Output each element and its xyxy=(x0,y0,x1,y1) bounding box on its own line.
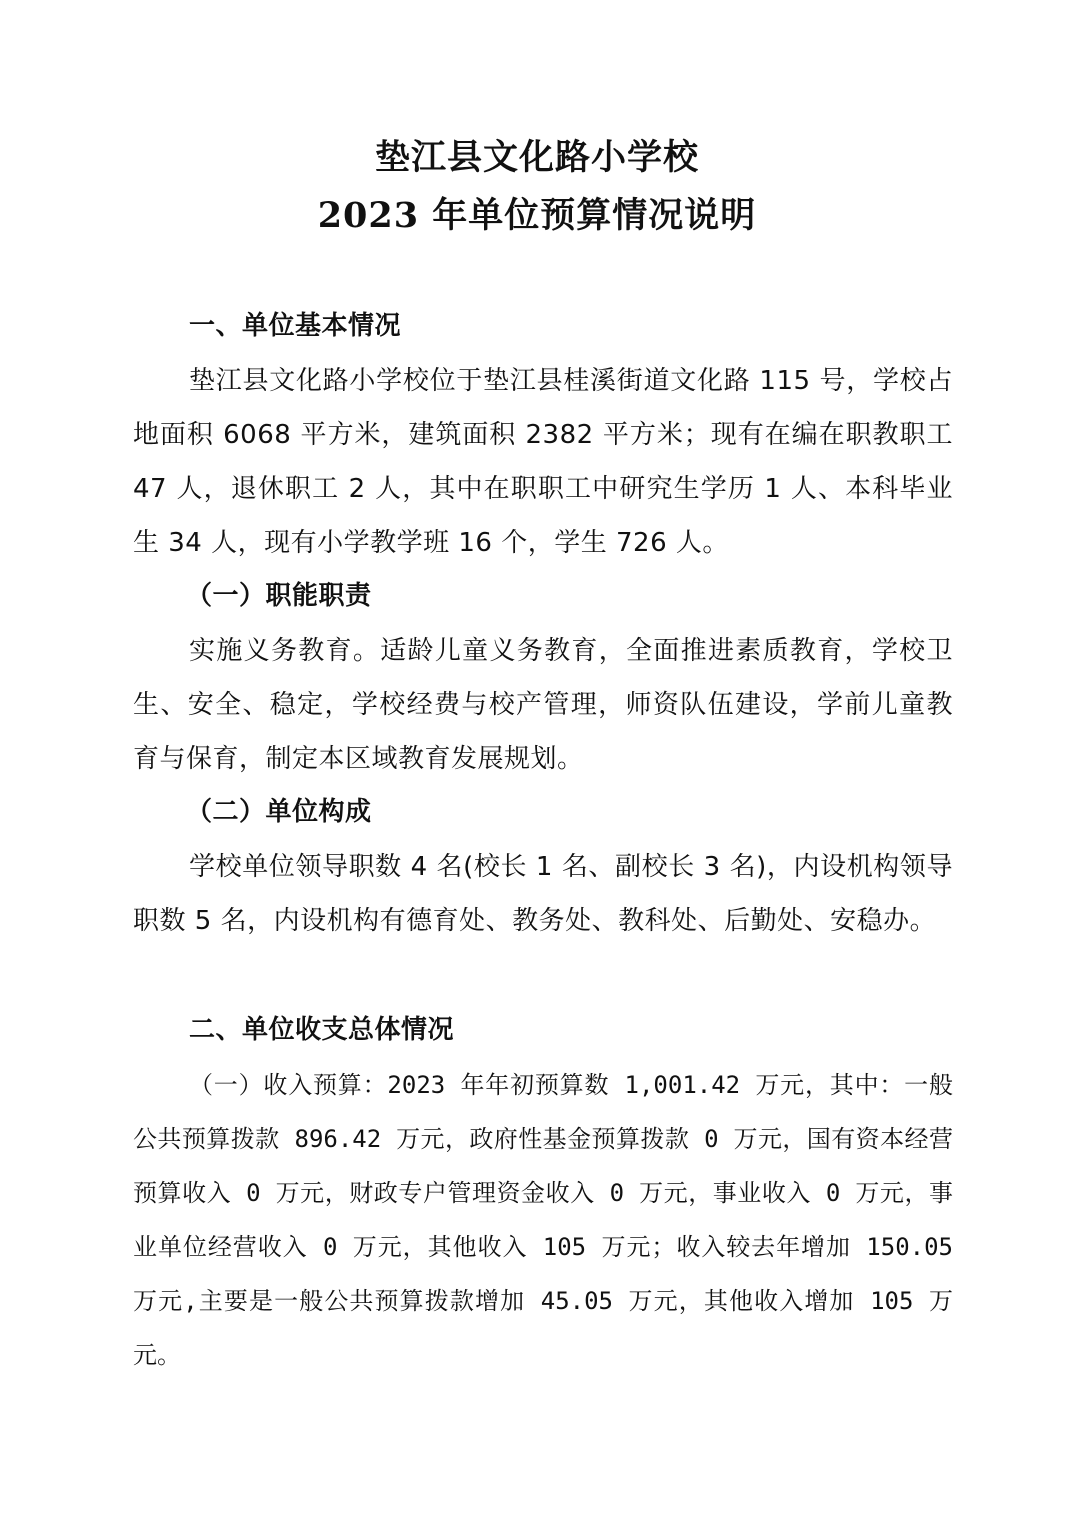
document-title-line1: 垫江县文化路小学校 xyxy=(374,137,699,178)
paragraph-composition: 学校单位领导职数 4 名(校长 1 名、副校长 3 名)，内设机构领导职数 5 名，内设机构有德育处、教务处、教科处、后勤处、安稳办。 xyxy=(133,852,953,936)
sub-heading-composition: （二）单位构成 xyxy=(186,797,372,827)
section-heading-basic-info: 一、单位基本情况 xyxy=(189,311,402,341)
paragraph-duties: 实施义务教育。适龄儿童义务教育，全面推进素质教育，学校卫生、安全、稳定，学校经费与校产管理，师资队伍建设，学前儿童教育与保育，制定本区域教育发展规划。 xyxy=(133,636,953,774)
paragraph-basic-info: 垫江县文化路小学校位于垫江县桂溪街道文化路 115 号，学校占地面积 6068 平方米，建筑面积 2382 平方米；现有在编在职教职工 47 人，退休职工 2 人，其中在职职工中研究生学历 1 人、本科毕业生 34 人，现有小学教学班 16 个，学生 726 人。 xyxy=(133,366,953,558)
paragraph-income-budget: （一）收入预算：2023 年年初预算数 1,001.42 万元，其中：一般公共预算拨款 896.42 万元，政府性基金预算拨款 0 万元，国有资本经营预算收入 0 万元，财政专户管理资金收入 0 万元，事业收入 0 万元，事业单位经营收入 0 万元，其他收入 105 万元；收入较去年增加 150.05 万元,主要是一般公共预算拨款增加 45.05 万元，其他收入增加 105 万元。 xyxy=(133,1071,953,1369)
section-heading-income-expense: 二、单位收支总体情况 xyxy=(189,1015,455,1045)
document-title-line2: 2023 年单位预算情况说明 xyxy=(317,195,757,236)
sub-heading-duties: （一）职能职责 xyxy=(186,581,372,611)
